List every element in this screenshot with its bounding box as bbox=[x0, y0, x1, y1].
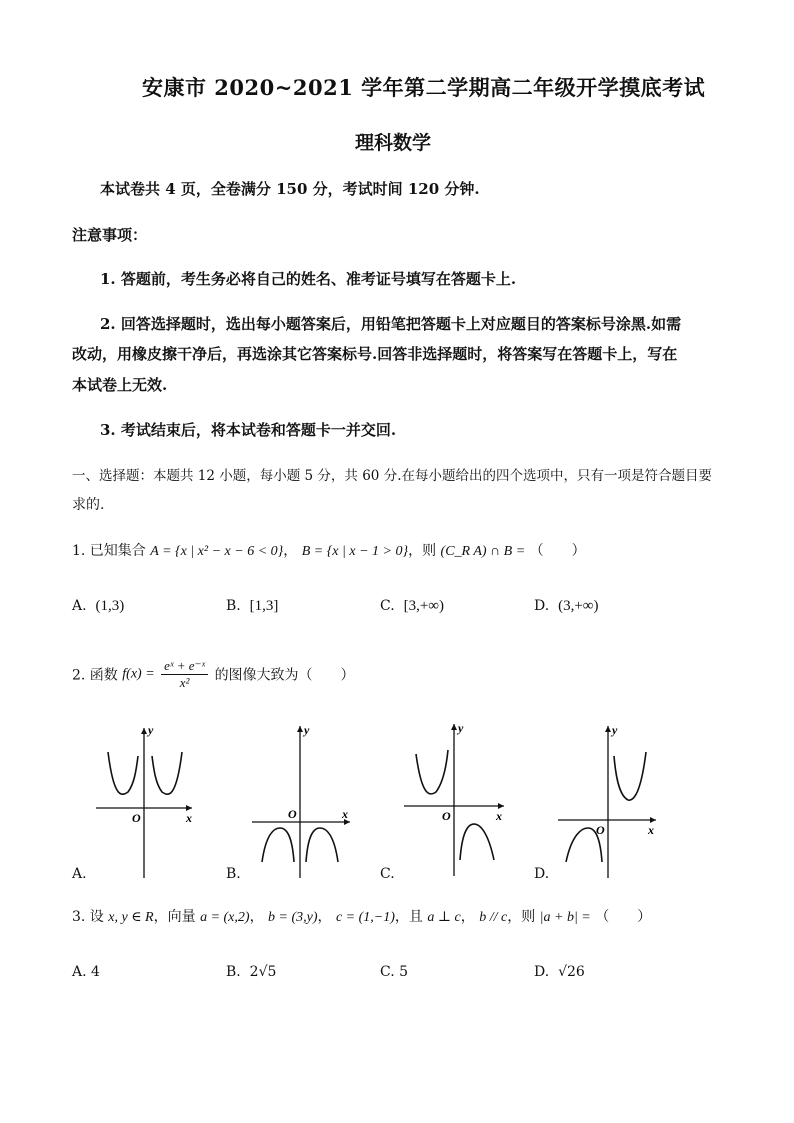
notice-item-2-cont: 改动，用橡皮擦干净后，再选涂其它答案标号.回答非选择题时，将答案写在答题卡上，写在 bbox=[72, 345, 678, 363]
graph-a-x-label: x bbox=[186, 811, 192, 825]
q1-option-b: B. [1,3] bbox=[226, 598, 279, 614]
q2-graph-b bbox=[248, 722, 358, 882]
section-heading-cont: 求的. bbox=[72, 497, 105, 513]
q1-option-d: D. (3,+∞) bbox=[534, 598, 599, 614]
q3-vec-b: b = (3,y) bbox=[268, 910, 318, 925]
graph-a-y-label: y bbox=[148, 723, 154, 737]
q1-prefix: 1. 已知集合 bbox=[72, 543, 146, 559]
q1-mid: ，则 bbox=[408, 543, 437, 559]
q3-parallel: b // c bbox=[479, 910, 508, 925]
section-heading: 一、选择题：本题共 12 小题，每小题 5 分，共 60 分.在每小题给出的四个选项中，只有一项是符合题目要 bbox=[72, 468, 712, 484]
q3-prefix: 3. 设 bbox=[72, 909, 104, 925]
q3-option-a: A. 4 bbox=[72, 964, 100, 980]
graph-d-y-label: y bbox=[612, 723, 618, 737]
q3-ask: ，则 bbox=[507, 909, 536, 925]
q3-vars: x, y ∈ R bbox=[108, 910, 154, 925]
notice-item-2: 2. 回答选择题时，选出每小题答案后，用铅笔把答题卡上对应题目的答案标号涂黑.如需 bbox=[100, 315, 682, 333]
notice-item-3: 3. 考试结束后，将本试卷和答题卡一并交回. bbox=[100, 421, 397, 439]
q1-option-a: A. (1,3) bbox=[72, 598, 125, 614]
notice-heading: 注意事项： bbox=[72, 226, 148, 244]
q2-denominator: x² bbox=[179, 675, 190, 690]
graph-b-x-label: x bbox=[342, 807, 348, 821]
q3-option-d: D. √26 bbox=[534, 964, 585, 980]
graph-c-y-label: y bbox=[458, 721, 464, 735]
q2-func-lhs: f(x) = bbox=[122, 666, 155, 682]
graph-d-origin: O bbox=[596, 823, 605, 837]
q3-option-b: B. 2√5 bbox=[226, 964, 277, 980]
graph-b-y-label: y bbox=[304, 723, 310, 737]
graph-c-x-label: x bbox=[496, 809, 502, 823]
q3-mid1: ，向量 bbox=[153, 909, 196, 925]
q2-option-d: D. bbox=[534, 866, 550, 882]
q3-suffix: （ ） bbox=[595, 909, 652, 925]
q1-sep: ， bbox=[283, 543, 298, 559]
q1-option-c: C. [3,+∞) bbox=[380, 598, 444, 614]
q3-expr: |a + b| = bbox=[539, 910, 591, 925]
graph-d-x-label: x bbox=[648, 823, 654, 837]
q1-suffix: （ ） bbox=[529, 543, 586, 559]
graph-b-origin: O bbox=[288, 807, 297, 821]
q1-set-a: A = {x | x² − x − 6 < 0} bbox=[150, 544, 284, 559]
q1-set-b: B = {x | x − 1 > 0} bbox=[301, 544, 409, 559]
question-3-stem: 3. 设 x, y ∈ R，向量 a = (x,2)， b = (3,y)， c = (1,−1)，且 a ⊥ c， b // c，则 |a + b| = （ ） bbox=[72, 909, 652, 925]
q2-option-a: A. bbox=[72, 866, 87, 882]
q2-option-b: B. bbox=[226, 866, 241, 882]
q2-numerator: eˣ + e⁻ˣ bbox=[161, 658, 208, 675]
q2-graph-d bbox=[556, 722, 666, 882]
exam-title: 安康市 2020~2021 学年第二学期高二年级开学摸底考试 bbox=[142, 75, 706, 100]
subject-title: 理科数学 bbox=[355, 132, 432, 154]
q3-perp: a ⊥ c bbox=[427, 910, 461, 925]
q3-option-c: C. 5 bbox=[380, 964, 409, 980]
notice-item-2-end: 本试卷上无效. bbox=[72, 376, 168, 394]
question-1-stem bbox=[72, 540, 586, 560]
q3-vec-a: a = (x,2) bbox=[200, 910, 250, 925]
question-2-stem bbox=[72, 658, 355, 691]
intro-line: 本试卷共 4 页，全卷满分 150 分，考试时间 120 分钟. bbox=[100, 180, 480, 198]
q3-cond: ，且 bbox=[394, 909, 423, 925]
notice-item-1: 1. 答题前，考生务必将自己的姓名、准考证号填写在答题卡上. bbox=[100, 270, 517, 288]
graph-a-origin: O bbox=[132, 811, 141, 825]
q2-graph-a bbox=[92, 722, 202, 882]
q2-suffix: 的图像大致为（ ） bbox=[214, 667, 355, 684]
q2-option-c: C. bbox=[380, 866, 395, 882]
q2-fraction bbox=[161, 658, 208, 691]
q2-prefix: 2. 函数 bbox=[72, 667, 118, 684]
graph-c-origin: O bbox=[442, 809, 451, 823]
q2-graph-c bbox=[402, 720, 512, 880]
q3-vec-c: c = (1,−1) bbox=[335, 910, 395, 925]
q1-expr: (C_R A) ∩ B = bbox=[440, 544, 526, 559]
